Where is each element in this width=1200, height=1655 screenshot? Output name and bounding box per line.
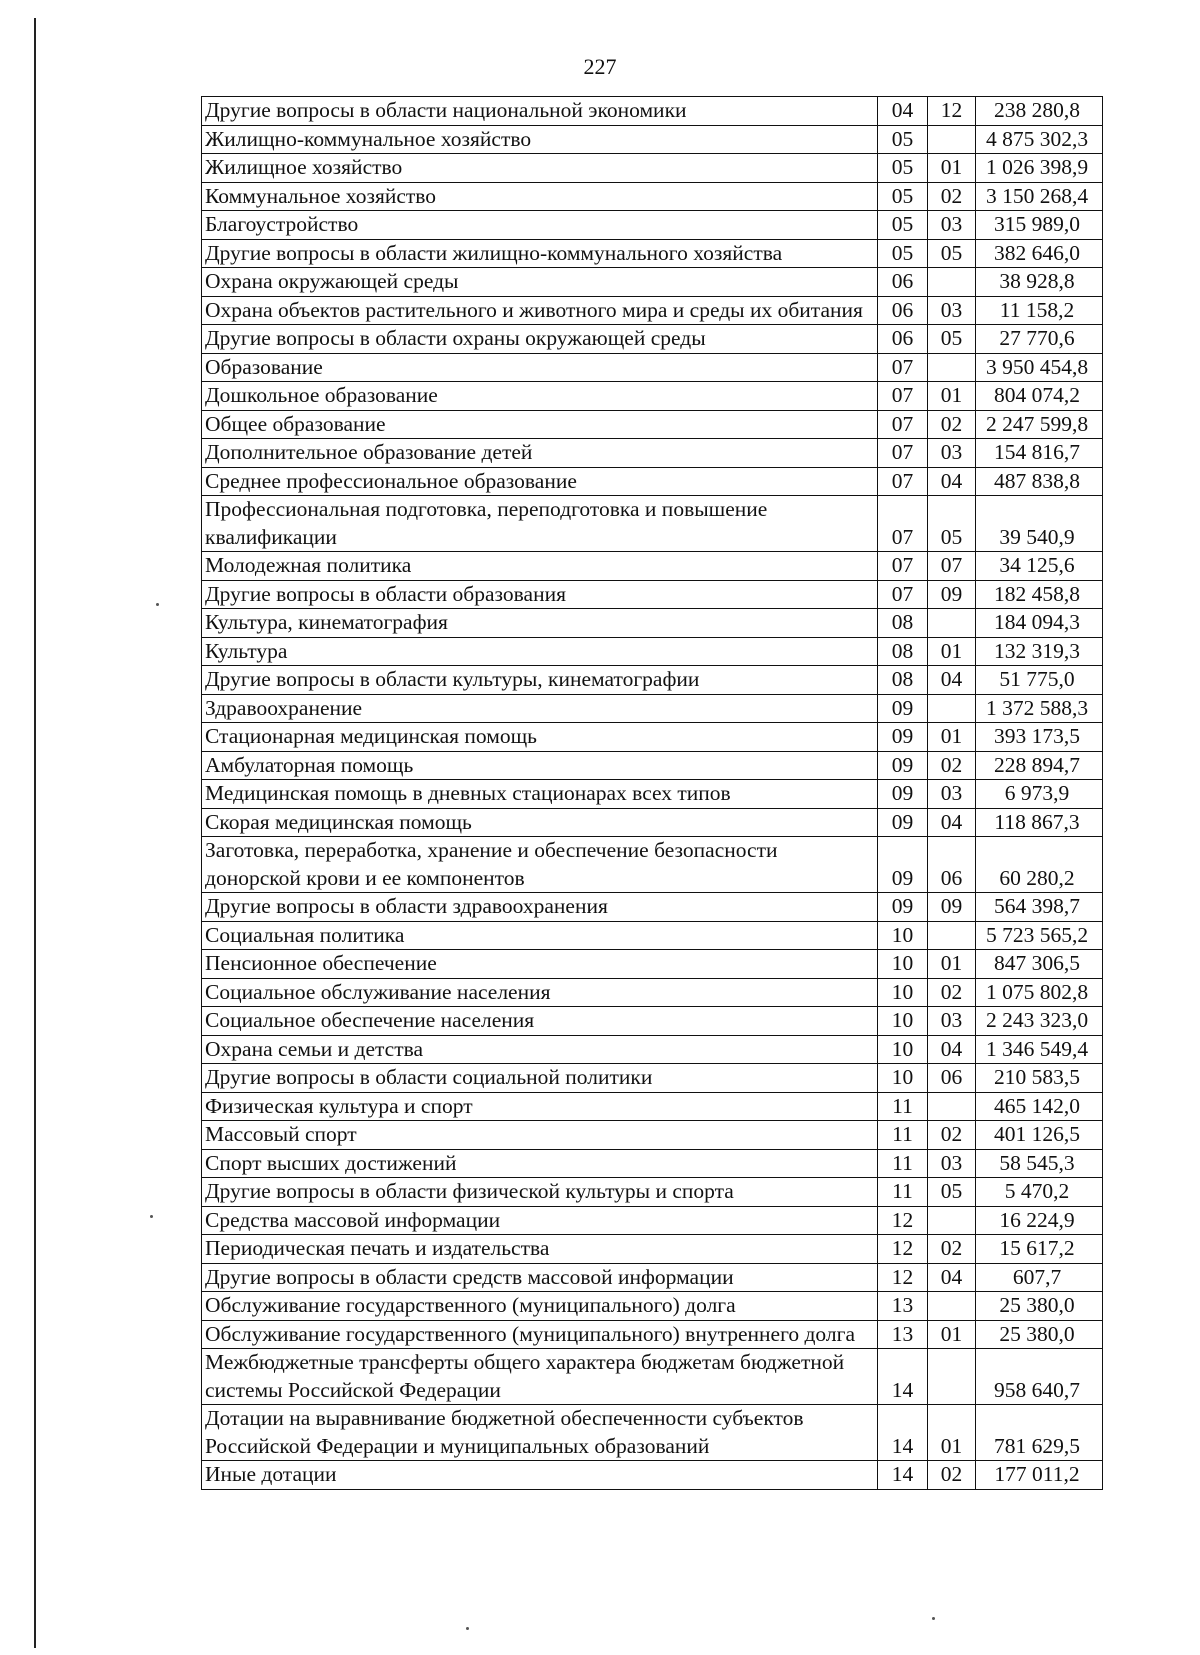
expense-name-cell: Медицинская помощь в дневных стационарах всех типов xyxy=(202,780,878,809)
expense-name-cell: Иные дотации xyxy=(202,1461,878,1490)
section-code-cell: 09 xyxy=(878,780,928,809)
expense-name-cell: Жилищно-коммунальное хозяйство xyxy=(202,125,878,154)
table-row xyxy=(202,893,1103,922)
amount-cell: 401 126,5 xyxy=(976,1121,1103,1150)
section-code-cell: 09 xyxy=(878,751,928,780)
table-row xyxy=(202,780,1103,809)
amount-cell: 1 026 398,9 xyxy=(976,154,1103,183)
section-code-cell: 07 xyxy=(878,410,928,439)
expense-name-cell: Амбулаторная помощь xyxy=(202,751,878,780)
subsection-code-cell: 04 xyxy=(928,1263,976,1292)
expense-name-cell: Другие вопросы в области жилищно-коммунального хозяйства xyxy=(202,239,878,268)
section-code-cell: 13 xyxy=(878,1320,928,1349)
table-row xyxy=(202,1206,1103,1235)
table-row xyxy=(202,296,1103,325)
subsection-code-cell xyxy=(928,694,976,723)
amount-cell: 958 640,7 xyxy=(976,1349,1103,1405)
expense-name-cell: Культура, кинематография xyxy=(202,609,878,638)
table-row xyxy=(202,978,1103,1007)
table-row xyxy=(202,609,1103,638)
section-code-cell: 14 xyxy=(878,1405,928,1461)
section-code-cell: 10 xyxy=(878,1035,928,1064)
table-row xyxy=(202,1461,1103,1490)
amount-cell: 804 074,2 xyxy=(976,382,1103,411)
amount-cell: 51 775,0 xyxy=(976,666,1103,695)
table-row xyxy=(202,268,1103,297)
subsection-code-cell: 04 xyxy=(928,808,976,837)
table-row xyxy=(202,837,1103,893)
amount-cell: 781 629,5 xyxy=(976,1405,1103,1461)
table-row xyxy=(202,1007,1103,1036)
subsection-code-cell: 01 xyxy=(928,382,976,411)
amount-cell: 25 380,0 xyxy=(976,1320,1103,1349)
section-code-cell: 05 xyxy=(878,182,928,211)
section-code-cell: 06 xyxy=(878,325,928,354)
amount-cell: 5 470,2 xyxy=(976,1178,1103,1207)
amount-cell: 210 583,5 xyxy=(976,1064,1103,1093)
section-code-cell: 08 xyxy=(878,666,928,695)
expense-name-cell: Коммунальное хозяйство xyxy=(202,182,878,211)
expense-name-cell: Другие вопросы в области охраны окружающей среды xyxy=(202,325,878,354)
table-row xyxy=(202,751,1103,780)
section-code-cell: 10 xyxy=(878,1064,928,1093)
scan-speck xyxy=(150,1215,153,1218)
expense-name-cell: Дополнительное образование детей xyxy=(202,439,878,468)
subsection-code-cell xyxy=(928,609,976,638)
amount-cell: 2 247 599,8 xyxy=(976,410,1103,439)
section-code-cell: 11 xyxy=(878,1092,928,1121)
amount-cell: 2 243 323,0 xyxy=(976,1007,1103,1036)
expense-name-cell: Дошкольное образование xyxy=(202,382,878,411)
expense-name-cell: Социальная политика xyxy=(202,921,878,950)
table-row xyxy=(202,552,1103,581)
page-number: 227 xyxy=(583,54,617,79)
expense-name-cell: Охрана окружающей среды xyxy=(202,268,878,297)
section-code-cell: 12 xyxy=(878,1206,928,1235)
subsection-code-cell: 02 xyxy=(928,751,976,780)
amount-cell: 39 540,9 xyxy=(976,496,1103,552)
subsection-code-cell: 05 xyxy=(928,1178,976,1207)
subsection-code-cell: 09 xyxy=(928,893,976,922)
table-row xyxy=(202,467,1103,496)
section-code-cell: 09 xyxy=(878,694,928,723)
expense-name-cell: Другие вопросы в области социальной политики xyxy=(202,1064,878,1093)
section-code-cell: 07 xyxy=(878,580,928,609)
section-code-cell: 09 xyxy=(878,837,928,893)
section-code-cell: 09 xyxy=(878,893,928,922)
amount-cell: 3 950 454,8 xyxy=(976,353,1103,382)
table-row xyxy=(202,1178,1103,1207)
amount-cell: 11 158,2 xyxy=(976,296,1103,325)
amount-cell: 5 723 565,2 xyxy=(976,921,1103,950)
table-row xyxy=(202,439,1103,468)
amount-cell: 487 838,8 xyxy=(976,467,1103,496)
table-row xyxy=(202,382,1103,411)
amount-cell: 118 867,3 xyxy=(976,808,1103,837)
section-code-cell: 09 xyxy=(878,808,928,837)
subsection-code-cell: 02 xyxy=(928,1121,976,1150)
section-code-cell: 11 xyxy=(878,1149,928,1178)
amount-cell: 34 125,6 xyxy=(976,552,1103,581)
expense-name-cell: Другие вопросы в области физической культуры и спорта xyxy=(202,1178,878,1207)
subsection-code-cell: 05 xyxy=(928,496,976,552)
subsection-code-cell: 05 xyxy=(928,325,976,354)
table-row xyxy=(202,325,1103,354)
table-row xyxy=(202,496,1103,552)
amount-cell: 1 075 802,8 xyxy=(976,978,1103,1007)
table-row xyxy=(202,950,1103,979)
amount-cell: 25 380,0 xyxy=(976,1292,1103,1321)
expense-name-cell: Профессиональная подготовка, переподготовка и повышение квалификации xyxy=(202,496,878,552)
expense-name-cell: Жилищное хозяйство xyxy=(202,154,878,183)
subsection-code-cell: 02 xyxy=(928,410,976,439)
subsection-code-cell: 09 xyxy=(928,580,976,609)
table-row xyxy=(202,182,1103,211)
section-code-cell: 07 xyxy=(878,382,928,411)
subsection-code-cell: 03 xyxy=(928,211,976,240)
section-code-cell: 07 xyxy=(878,467,928,496)
binding-margin-line xyxy=(34,18,36,1648)
table-row xyxy=(202,1405,1103,1461)
table-row xyxy=(202,1263,1103,1292)
amount-cell: 564 398,7 xyxy=(976,893,1103,922)
subsection-code-cell: 07 xyxy=(928,552,976,581)
table-row xyxy=(202,666,1103,695)
section-code-cell: 10 xyxy=(878,921,928,950)
amount-cell: 1 346 549,4 xyxy=(976,1035,1103,1064)
amount-cell: 607,7 xyxy=(976,1263,1103,1292)
expense-name-cell: Другие вопросы в области образования xyxy=(202,580,878,609)
scan-speck xyxy=(466,1627,469,1630)
expense-name-cell: Скорая медицинская помощь xyxy=(202,808,878,837)
subsection-code-cell: 02 xyxy=(928,978,976,1007)
expense-name-cell: Обслуживание государственного (муниципального) внутреннего долга xyxy=(202,1320,878,1349)
section-code-cell: 12 xyxy=(878,1235,928,1264)
subsection-code-cell: 02 xyxy=(928,1235,976,1264)
section-code-cell: 11 xyxy=(878,1178,928,1207)
section-code-cell: 06 xyxy=(878,296,928,325)
expense-name-cell: Среднее профессиональное образование xyxy=(202,467,878,496)
table-row xyxy=(202,97,1103,126)
subsection-code-cell: 04 xyxy=(928,467,976,496)
subsection-code-cell: 01 xyxy=(928,154,976,183)
table-row xyxy=(202,1292,1103,1321)
table-row xyxy=(202,1092,1103,1121)
expense-name-cell: Другие вопросы в области средств массовой информации xyxy=(202,1263,878,1292)
expense-name-cell: Благоустройство xyxy=(202,211,878,240)
table-row xyxy=(202,1121,1103,1150)
expense-name-cell: Спорт высших достижений xyxy=(202,1149,878,1178)
expense-name-cell: Межбюджетные трансферты общего характера бюджетам бюджетной системы Российской Федерации xyxy=(202,1349,878,1405)
amount-cell: 184 094,3 xyxy=(976,609,1103,638)
subsection-code-cell: 03 xyxy=(928,296,976,325)
subsection-code-cell: 01 xyxy=(928,1405,976,1461)
section-code-cell: 14 xyxy=(878,1349,928,1405)
subsection-code-cell xyxy=(928,1349,976,1405)
section-code-cell: 04 xyxy=(878,97,928,126)
table-row xyxy=(202,637,1103,666)
expense-name-cell: Дотации на выравнивание бюджетной обеспеченности субъектов Российской Федерации и муниципальных образований xyxy=(202,1405,878,1461)
amount-cell: 132 319,3 xyxy=(976,637,1103,666)
amount-cell: 393 173,5 xyxy=(976,723,1103,752)
section-code-cell: 07 xyxy=(878,496,928,552)
amount-cell: 465 142,0 xyxy=(976,1092,1103,1121)
amount-cell: 38 928,8 xyxy=(976,268,1103,297)
expense-name-cell: Стационарная медицинская помощь xyxy=(202,723,878,752)
table-row xyxy=(202,211,1103,240)
amount-cell: 847 306,5 xyxy=(976,950,1103,979)
subsection-code-cell: 03 xyxy=(928,439,976,468)
subsection-code-cell: 06 xyxy=(928,1064,976,1093)
expense-name-cell: Социальное обеспечение населения xyxy=(202,1007,878,1036)
amount-cell: 228 894,7 xyxy=(976,751,1103,780)
subsection-code-cell: 05 xyxy=(928,239,976,268)
section-code-cell: 14 xyxy=(878,1461,928,1490)
subsection-code-cell xyxy=(928,921,976,950)
amount-cell: 3 150 268,4 xyxy=(976,182,1103,211)
table-row xyxy=(202,1035,1103,1064)
section-code-cell: 05 xyxy=(878,125,928,154)
section-code-cell: 07 xyxy=(878,439,928,468)
amount-cell: 60 280,2 xyxy=(976,837,1103,893)
subsection-code-cell: 01 xyxy=(928,723,976,752)
section-code-cell: 05 xyxy=(878,154,928,183)
subsection-code-cell: 03 xyxy=(928,780,976,809)
expense-name-cell: Обслуживание государственного (муниципального) долга xyxy=(202,1292,878,1321)
table-row xyxy=(202,410,1103,439)
subsection-code-cell: 06 xyxy=(928,837,976,893)
subsection-code-cell: 04 xyxy=(928,1035,976,1064)
table-row xyxy=(202,154,1103,183)
subsection-code-cell: 04 xyxy=(928,666,976,695)
amount-cell: 177 011,2 xyxy=(976,1461,1103,1490)
amount-cell: 238 280,8 xyxy=(976,97,1103,126)
expense-name-cell: Массовый спорт xyxy=(202,1121,878,1150)
amount-cell: 1 372 588,3 xyxy=(976,694,1103,723)
scan-speck xyxy=(156,603,159,606)
table-row xyxy=(202,921,1103,950)
table-row xyxy=(202,353,1103,382)
section-code-cell: 08 xyxy=(878,609,928,638)
budget-table xyxy=(201,96,1103,1490)
expense-name-cell: Периодическая печать и издательства xyxy=(202,1235,878,1264)
subsection-code-cell: 01 xyxy=(928,950,976,979)
subsection-code-cell: 02 xyxy=(928,1461,976,1490)
expense-name-cell: Заготовка, переработка, хранение и обеспечение безопасности донорской крови и ее компонентов xyxy=(202,837,878,893)
subsection-code-cell xyxy=(928,268,976,297)
amount-cell: 182 458,8 xyxy=(976,580,1103,609)
table-row xyxy=(202,1320,1103,1349)
section-code-cell: 10 xyxy=(878,978,928,1007)
expense-name-cell: Охрана объектов растительного и животного мира и среды их обитания xyxy=(202,296,878,325)
section-code-cell: 05 xyxy=(878,239,928,268)
expense-name-cell: Охрана семьи и детства xyxy=(202,1035,878,1064)
table-row xyxy=(202,808,1103,837)
expense-name-cell: Образование xyxy=(202,353,878,382)
expense-name-cell: Молодежная политика xyxy=(202,552,878,581)
amount-cell: 6 973,9 xyxy=(976,780,1103,809)
amount-cell: 27 770,6 xyxy=(976,325,1103,354)
table-row xyxy=(202,580,1103,609)
section-code-cell: 09 xyxy=(878,723,928,752)
subsection-code-cell: 01 xyxy=(928,637,976,666)
subsection-code-cell xyxy=(928,1092,976,1121)
subsection-code-cell: 03 xyxy=(928,1007,976,1036)
amount-cell: 382 646,0 xyxy=(976,239,1103,268)
expense-name-cell: Физическая культура и спорт xyxy=(202,1092,878,1121)
section-code-cell: 13 xyxy=(878,1292,928,1321)
amount-cell: 15 617,2 xyxy=(976,1235,1103,1264)
expense-name-cell: Социальное обслуживание населения xyxy=(202,978,878,1007)
expense-name-cell: Пенсионное обеспечение xyxy=(202,950,878,979)
table-row xyxy=(202,1149,1103,1178)
table-row xyxy=(202,1064,1103,1093)
section-code-cell: 07 xyxy=(878,552,928,581)
amount-cell: 16 224,9 xyxy=(976,1206,1103,1235)
amount-cell: 58 545,3 xyxy=(976,1149,1103,1178)
section-code-cell: 06 xyxy=(878,268,928,297)
subsection-code-cell: 01 xyxy=(928,1320,976,1349)
amount-cell: 315 989,0 xyxy=(976,211,1103,240)
section-code-cell: 07 xyxy=(878,353,928,382)
amount-cell: 154 816,7 xyxy=(976,439,1103,468)
table-row xyxy=(202,239,1103,268)
table-row xyxy=(202,694,1103,723)
table-row xyxy=(202,125,1103,154)
subsection-code-cell xyxy=(928,125,976,154)
expense-name-cell: Другие вопросы в области здравоохранения xyxy=(202,893,878,922)
subsection-code-cell: 03 xyxy=(928,1149,976,1178)
expense-name-cell: Другие вопросы в области культуры, кинематографии xyxy=(202,666,878,695)
expense-name-cell: Средства массовой информации xyxy=(202,1206,878,1235)
scan-speck xyxy=(932,1617,935,1620)
expense-name-cell: Культура xyxy=(202,637,878,666)
expense-name-cell: Здравоохранение xyxy=(202,694,878,723)
amount-cell: 4 875 302,3 xyxy=(976,125,1103,154)
section-code-cell: 10 xyxy=(878,950,928,979)
subsection-code-cell xyxy=(928,353,976,382)
section-code-cell: 12 xyxy=(878,1263,928,1292)
subsection-code-cell xyxy=(928,1206,976,1235)
subsection-code-cell: 02 xyxy=(928,182,976,211)
expense-name-cell: Общее образование xyxy=(202,410,878,439)
table-row xyxy=(202,1349,1103,1405)
subsection-code-cell: 12 xyxy=(928,97,976,126)
subsection-code-cell xyxy=(928,1292,976,1321)
section-code-cell: 05 xyxy=(878,211,928,240)
section-code-cell: 10 xyxy=(878,1007,928,1036)
table-row xyxy=(202,1235,1103,1264)
section-code-cell: 11 xyxy=(878,1121,928,1150)
table-row xyxy=(202,723,1103,752)
section-code-cell: 08 xyxy=(878,637,928,666)
expense-name-cell: Другие вопросы в области национальной экономики xyxy=(202,97,878,126)
budget-table-body xyxy=(202,97,1103,1490)
